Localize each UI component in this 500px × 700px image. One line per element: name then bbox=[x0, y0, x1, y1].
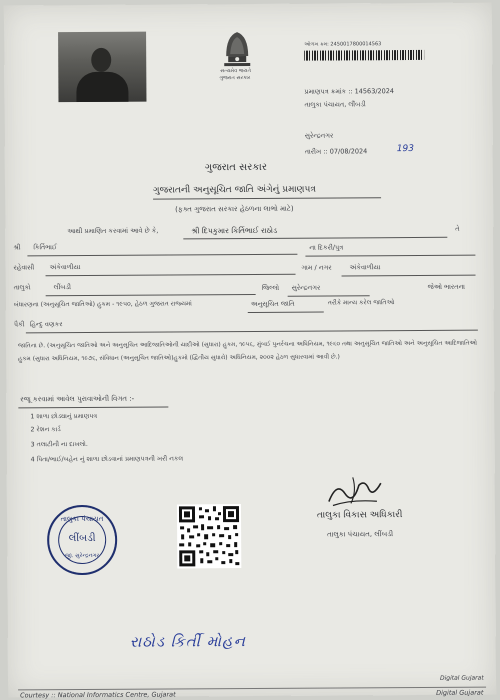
handwritten-note: રાઠોડ કિર્તી મોહન bbox=[129, 632, 246, 651]
taluka-name: લીંબડી bbox=[53, 283, 72, 292]
village-label: ગામ / નગર bbox=[301, 263, 332, 272]
constitution-order: બંધારણના (અનુસૂચિત જાતિઓ) હુકમ - ૧૯૫૦, હેઠળ ગુજરાત રાજ્યમાં bbox=[13, 300, 192, 309]
digital-gujarat-tag: Digital Gujarat bbox=[439, 674, 484, 682]
issue-date: તારીખ :: 07/08/2024 bbox=[304, 147, 368, 156]
line4-suffix: જેઓ ભારતના bbox=[427, 282, 466, 291]
holder-name-line bbox=[183, 237, 447, 240]
emblem-caption: ગુજરાત સરકાર bbox=[219, 74, 251, 82]
applicant-photo bbox=[58, 32, 146, 103]
caste-line bbox=[26, 330, 478, 334]
line1-suffix: તે bbox=[455, 224, 460, 233]
footer-divider bbox=[18, 687, 486, 691]
state-emblem-icon bbox=[214, 26, 260, 86]
date-handwritten-number: 193 bbox=[396, 143, 414, 155]
village-line bbox=[46, 274, 296, 277]
document-item: 3 તલાટીની ના દાખલો. bbox=[30, 440, 88, 449]
relation-line bbox=[305, 255, 475, 257]
signatory-office: તાલુકા પંચાયત, લીંબડી bbox=[327, 530, 394, 539]
caste-name: હિન્દુ વણકર bbox=[29, 320, 63, 329]
certificate-subtitle: (ફક્ત ગુજરાત સરકાર હેઠળના લાભો માટે) bbox=[175, 204, 294, 214]
district-label: જિલ્લો bbox=[261, 283, 280, 292]
certificate-title: ગુજરાતની અનુસૂચિત જાતિ અંગેનું પ્રમાણપત્ર bbox=[152, 184, 316, 196]
relation-label: ના દિકરી/પુત્ર bbox=[309, 243, 344, 252]
legal-paragraph: જાતિના છે. (અનુસૂચિત જાતિઓ અને અનુસૂચિત આદિજાતિઓની યાદીઓ (સુધારા) હુકમ, ૧૯૫૬, મુંબઈ પુનર્રચના અધિનિયમ, ૧૯૬૦ તથા અનુસૂચિત જાતિઓ અને અનુસૂચિત આદિજાતિઓ હુકમ (સુધારા અધિનિયમ, ૧૯૭૬, સંવિધાન (અનુસૂચિત જાતિઓ)હુકમો (દ્વિતીય સુધારો) અધિનિયમ, ૨૦૦૨ હેઠળ સુધારવામાં આવી છે.) bbox=[17, 339, 478, 363]
caste-prefix: પૈકી bbox=[13, 320, 25, 329]
government-title: ગુજરાત સરકાર bbox=[204, 161, 268, 174]
village-name-2: અંકેવાળીયા bbox=[349, 263, 381, 272]
district-name: સુરેન્દ્રનગર bbox=[291, 283, 321, 292]
resident-prefix: રહેવાસી bbox=[13, 263, 35, 272]
village-name: અંકેવાળીયા bbox=[49, 263, 81, 272]
seal-top-text: તાલુકા પંચાયત bbox=[60, 514, 104, 524]
signatory-title: તાલુકા વિકાસ અધિકારી bbox=[316, 510, 403, 521]
taluka-line bbox=[46, 294, 256, 296]
certificate-page bbox=[4, 3, 496, 698]
qr-code bbox=[177, 504, 241, 568]
footer-brand: Digital Gujarat bbox=[436, 688, 484, 697]
district-line bbox=[288, 295, 370, 297]
footer-courtesy: Courtesy :: National Informatics Centre, Gujarat bbox=[20, 690, 176, 700]
category-name: અનુસૂચિત જાતિ bbox=[250, 299, 295, 308]
village-2-line bbox=[342, 275, 476, 277]
holder-name: શ્રી દિપકુમાર કિર્તિભાઈ રાઠોડ bbox=[191, 225, 278, 236]
father-prefix: શ્રી bbox=[13, 243, 21, 252]
taluka-label: તાલુકો bbox=[13, 283, 31, 292]
father-name-line bbox=[27, 254, 297, 257]
document-item: 1 શાળા છોડ્યાનું પ્રમાણપત્ર bbox=[30, 412, 98, 421]
seal-center-text: લીંબડી bbox=[68, 532, 96, 545]
title-underline bbox=[153, 197, 381, 199]
issue-place: સુરેન્દ્રનગર bbox=[304, 131, 334, 140]
seal-bottom-text: જી. સુરેન્દ્રનગર bbox=[65, 552, 100, 560]
line5-suffix: તરીકે માન્ય કરેલ જાતિઓ bbox=[327, 299, 395, 307]
officer-signature bbox=[325, 471, 387, 511]
certificate-number: પ્રમાણપત્ર ક્રમાંક :: 14563/2024 bbox=[304, 87, 395, 96]
category-line bbox=[248, 312, 324, 313]
document-item: 4 પિતા/ભાઈ/બહેન નું શાળા છોડવાનાં પ્રમાણપત્રની ખરી નકલ bbox=[30, 455, 184, 464]
documents-heading-underline bbox=[18, 406, 168, 408]
office-seal bbox=[47, 505, 117, 575]
emblem-motto: સત્યમેવ જયતે bbox=[220, 67, 251, 75]
barcode bbox=[304, 50, 424, 61]
barcode-label: ઓળખ ક્રમ: 2450017800014563 bbox=[304, 41, 382, 48]
certify-intro: આથી પ્રમાણિત કરવામાં આવે છે કે, bbox=[67, 226, 159, 236]
documents-heading: રજૂ કરવામાં આવેલ પુરાવાઓની વિગત :- bbox=[20, 394, 135, 404]
father-name: કિર્તિભાઈ bbox=[33, 243, 58, 252]
issuing-office: તાલુકા પંચાયત, લીંબડી bbox=[304, 100, 366, 109]
document-item: 2 રેશન કાર્ડ bbox=[30, 426, 61, 434]
photo-person-head bbox=[91, 48, 111, 72]
photo-person-body bbox=[76, 72, 128, 102]
